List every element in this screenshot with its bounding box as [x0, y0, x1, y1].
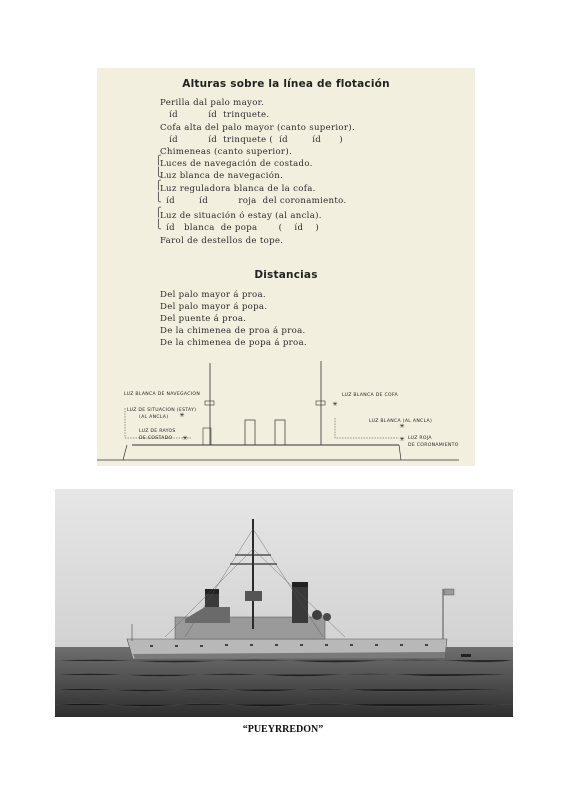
heights-line: Luces de navegación de costado.: [160, 159, 313, 169]
brace-mark: ⎧: [155, 208, 162, 218]
heights-line: Luz de situación ó estay (al ancla).: [160, 211, 322, 221]
brace-mark: ⎩: [155, 220, 162, 230]
light-star-icon: ✳: [332, 401, 338, 408]
light-star-icon: ✳: [182, 435, 188, 442]
light-star-icon: ✳: [399, 436, 405, 443]
ship-lights-diagram: [97, 353, 475, 463]
brace-mark: ⎩: [155, 193, 162, 203]
brace-mark: ⎧: [155, 156, 162, 166]
label-nav-white: LUZ BLANCA DE NAVEGACION: [124, 392, 201, 397]
photo-caption: “PUEYRREDON”: [242, 724, 324, 735]
label-anchor-white: LUZ BLANCA (AL ANCLA): [369, 419, 433, 424]
heights-line: íd íd trinquete ( íd íd ): [160, 135, 343, 145]
heights-line: íd íd trinquete.: [160, 110, 270, 120]
distances-line: Del puente á proa.: [160, 314, 247, 324]
ship-photograph: [55, 489, 513, 717]
brace-mark: ⎩: [155, 168, 162, 178]
label-stern-red: LUZ ROJA: [408, 436, 432, 441]
light-star-icon: ✳: [399, 423, 405, 430]
label-situation-2: (AL ANCLA): [139, 415, 169, 420]
distances-line: De la chimenea de proa á proa.: [160, 326, 306, 336]
label-situation: LUZ DE SITUACION (ESTAY): [127, 408, 197, 413]
mainmast-top: [316, 401, 325, 405]
heights-line: Luz blanca de navegación.: [160, 171, 284, 181]
ship-photo-image: [55, 489, 513, 717]
distances-line: Del palo mayor á popa.: [160, 302, 268, 312]
distances-line: Del palo mayor á proa.: [160, 290, 266, 300]
label-side-lights: LUZ DE RAYOS: [139, 429, 176, 434]
heights-line: Luz reguladora blanca de la cofa.: [160, 184, 316, 194]
label-stern-red-2: DE CORONAMIENTO: [408, 443, 459, 448]
heights-line: íd blanca de popa ( íd ): [160, 223, 320, 233]
foremast-top: [205, 401, 214, 405]
funnel-aft: [275, 420, 285, 445]
hull-ends: [123, 445, 401, 460]
heights-line: Farol de destellos de tope.: [160, 236, 284, 246]
heights-title: Alturas sobre la línea de flotación: [182, 78, 390, 90]
label-top-white: LUZ BLANCA DE COFA: [342, 393, 398, 398]
heights-line: íd íd roja del coronamiento.: [160, 196, 347, 206]
brace-mark: ⎧: [155, 181, 162, 191]
heights-line: Chimeneas (canto superior).: [160, 147, 293, 157]
diagram-page-scan: [97, 68, 475, 466]
light-star-icon: ✳: [179, 412, 185, 419]
distances-line: De la chimenea de popa á proa.: [160, 338, 307, 348]
heights-line: Cofa alta del palo mayor (canto superior).: [160, 123, 355, 133]
label-side-lights-2: DE COSTADO: [139, 436, 173, 441]
heights-line: Perilla dal palo mayor.: [160, 98, 265, 108]
distances-title: Distancias: [254, 269, 318, 281]
funnel-fore: [245, 420, 255, 445]
